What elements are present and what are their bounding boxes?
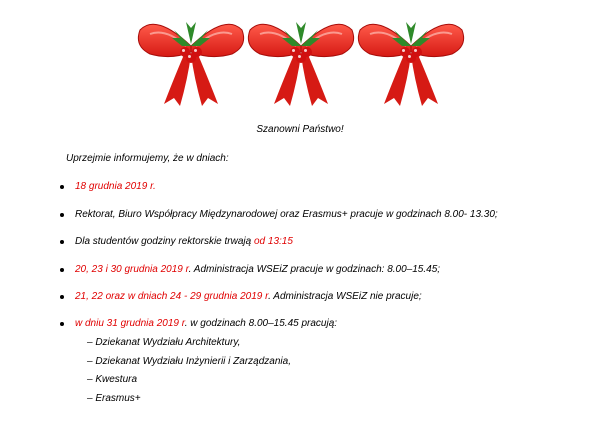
bullet-dot: [60, 295, 64, 299]
greeting-heading: Szanowni Państwo!: [256, 124, 344, 135]
bullet-text: . Administracja WSEiZ nie pracuje;: [268, 291, 422, 302]
sub-list-item: – Kwestura: [87, 374, 138, 385]
bullet-text: Dla studentów godziny rektorskie trwają: [75, 236, 254, 247]
bullet-text: Rektorat, Biuro Współpracy Międzynarodowej oraz Erasmus+ pracuje w godzinach 8.00- 13.30;: [75, 209, 498, 220]
bullet-dot: [60, 213, 64, 217]
bullet-dot: [60, 268, 64, 272]
bullet-dot: [60, 240, 64, 244]
sub-list-item: – Dziekanat Wydziału Inżynierii i Zarządzania,: [87, 356, 291, 367]
bullet-date: 20, 23 i 30 grudnia 2019 r: [75, 264, 189, 275]
decorative-bows: [0, 8, 600, 108]
sub-list-item: – Dziekanat Wydziału Architektury,: [87, 337, 241, 348]
christmas-bow-icon: [136, 8, 246, 108]
intro-text: Uprzejmie informujemy, że w dniach:: [66, 153, 229, 164]
bullet-date: 18 grudnia 2019 r.: [75, 181, 156, 192]
bullet-dot: [60, 322, 64, 326]
bullet-text: . w godzinach 8.00–15.45 pracują:: [184, 318, 338, 329]
bullet-dot: [60, 185, 64, 189]
christmas-bow-icon: [246, 8, 356, 108]
bullet-date: 21, 22 oraz w dniach 24 - 29 grudnia 2019 r: [75, 291, 269, 302]
bullet-date: w dniu 31 grudnia 2019 r: [75, 318, 185, 329]
bullet-text: . Administracja WSEiZ pracuje w godzinach: 8.00–15.45;: [188, 264, 441, 275]
sub-list-item: – Erasmus+: [87, 393, 141, 404]
bullet-time: od 13:15: [253, 236, 293, 247]
christmas-bow-icon: [356, 8, 466, 108]
